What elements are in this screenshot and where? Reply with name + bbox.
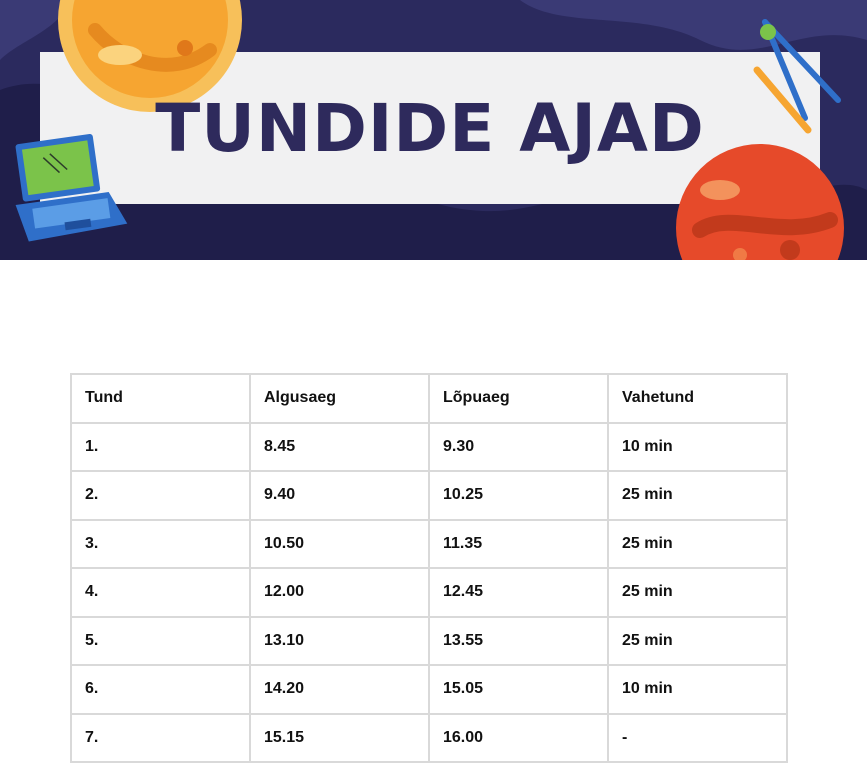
table-cell: 10.50 (250, 520, 429, 569)
column-header: Lõpuaeg (429, 374, 608, 423)
table-cell: 25 min (608, 568, 787, 617)
table-row (71, 617, 787, 666)
table-cell: 5. (71, 617, 250, 666)
table-cell: 12.45 (429, 568, 608, 617)
table-cell: 1. (71, 423, 250, 472)
table-cell: 9.40 (250, 471, 429, 520)
table-cell: 12.00 (250, 568, 429, 617)
page-title: TUNDIDE AJAD (155, 89, 705, 167)
table-cell: 14.20 (250, 665, 429, 714)
table-cell: 6. (71, 665, 250, 714)
table-row (71, 423, 787, 472)
column-header: Tund (71, 374, 250, 423)
table-cell: 13.10 (250, 617, 429, 666)
table-row (71, 568, 787, 617)
table-cell: 3. (71, 520, 250, 569)
table-cell: 15.05 (429, 665, 608, 714)
table-row (71, 665, 787, 714)
table-cell: 13.55 (429, 617, 608, 666)
table-cell: 15.15 (250, 714, 429, 763)
table-cell: 10 min (608, 665, 787, 714)
table-cell: 7. (71, 714, 250, 763)
table-cell: 25 min (608, 617, 787, 666)
table-cell: 9.30 (429, 423, 608, 472)
table-cell: 16.00 (429, 714, 608, 763)
header-banner (0, 0, 867, 260)
table-cell: 11.35 (429, 520, 608, 569)
table-cell: 10.25 (429, 471, 608, 520)
table-row (71, 471, 787, 520)
table-row (71, 714, 787, 763)
table-cell: - (608, 714, 787, 763)
column-header: Algusaeg (250, 374, 429, 423)
column-header: Vahetund (608, 374, 787, 423)
table-cell: 8.45 (250, 423, 429, 472)
table-cell: 25 min (608, 520, 787, 569)
table-cell: 2. (71, 471, 250, 520)
schedule-table (70, 373, 788, 763)
table-cell: 4. (71, 568, 250, 617)
table-cell: 25 min (608, 471, 787, 520)
table-header-row (71, 374, 787, 423)
table-row (71, 520, 787, 569)
table-cell: 10 min (608, 423, 787, 472)
